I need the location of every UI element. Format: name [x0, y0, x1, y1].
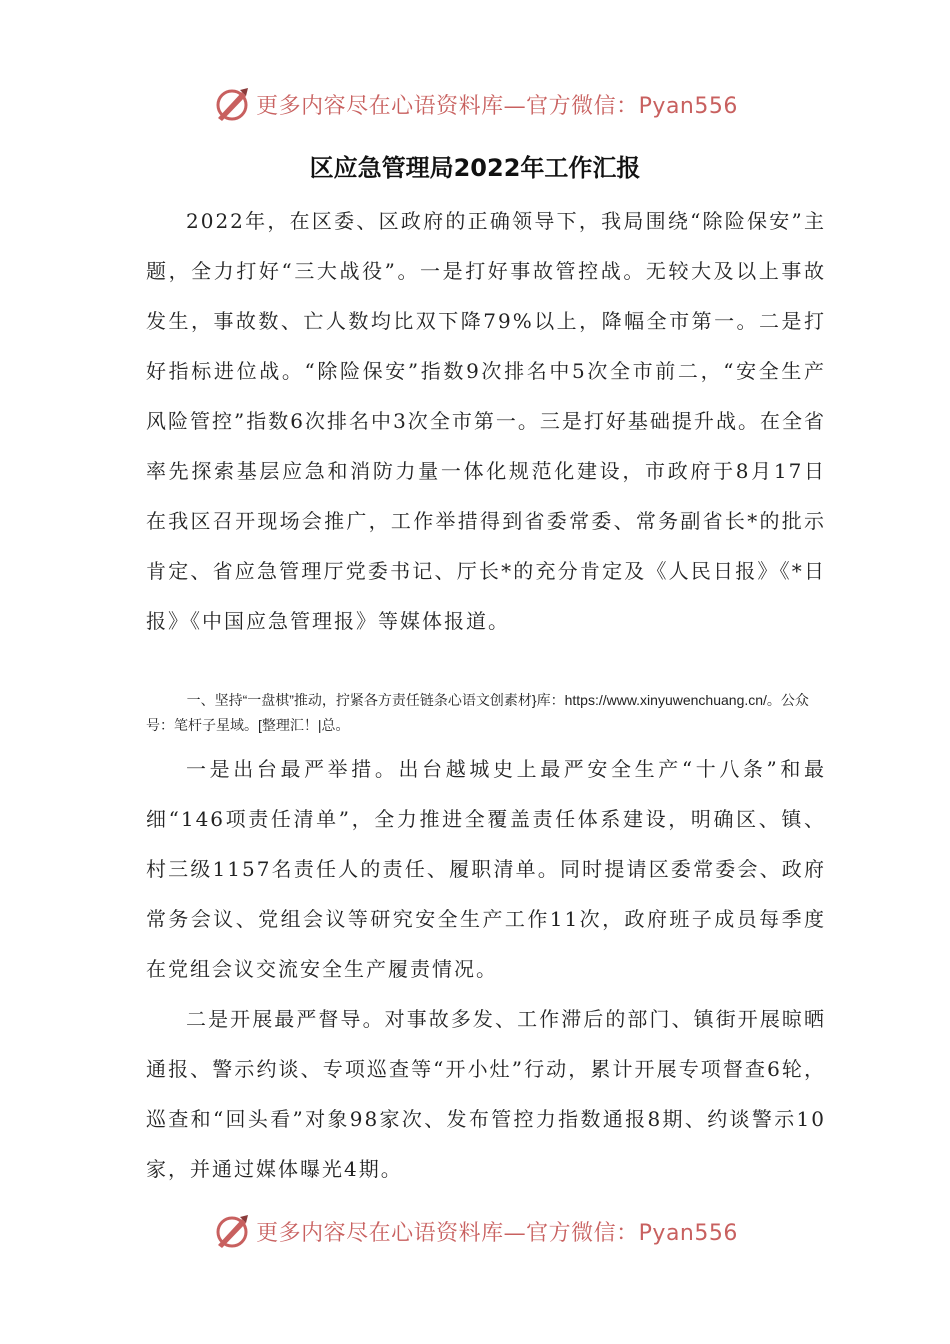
intro-paragraph	[146, 196, 826, 646]
paragraph-strict-supervision	[146, 994, 826, 1194]
footer-banner-text: 更多内容尽在心语资料库—官方微信：Pyan556	[256, 1220, 738, 1246]
paragraph-text: 二是开展最严督导。对事故多发、工作滞后的部门、镇街开展晾晒通报、警示约谈、专项巡查等“开小灶”行动，累计开展专项督查6轮，巡查和“回头看”对象98家次、发布管控力指数通报8期、约谈警示10家，并通过媒体曝光4期。	[146, 1007, 826, 1181]
header-banner	[0, 80, 950, 128]
paragraph-strict-measures	[146, 744, 826, 994]
pen-logo-icon	[212, 84, 252, 124]
paragraph-text: 一是出台最严举措。出台越城史上最严安全生产“十八条”和最细“146项责任清单”，全力推进全覆盖责任体系建设，明确区、镇、村三级1157名责任人的责任、履职清单。同时提请区委常委会、政府常务会议、党组会议等研究安全生产工作11次，政府班子成员每季度在党组会议交流安全生产履责情况。	[146, 757, 826, 981]
footer-banner	[0, 1207, 950, 1255]
paragraph-text: 2022年，在区委、区政府的正确领导下，我局围绕“除险保安”主题，全力打好“三大战役”。一是打好事故管控战。无较大及以上事故发生，事故数、亡人数均比双下降79%以上，降幅全市第一。二是打好指标进位战。“除险保安”指数9次排名中5次全市前二，“安全生产风险管控”指数6次排名中3次全市第一。三是打好基础提升战。在全省率先探索基层应急和消防力量一体化规范化建设，市政府于8月17日在我区召开现场会推广，工作举措得到省委常委、常务副省长*的批示肯定、省应急管理厅党委书记、厅长*的充分肯定及《人民日报》《*日报》《中国应急管理报》等媒体报道。	[146, 209, 826, 633]
document-title: 区应急管理局2022年工作汇报	[309, 154, 641, 182]
pen-logo-icon	[212, 1211, 252, 1251]
header-banner-text: 更多内容尽在心语资料库—官方微信：Pyan556	[256, 93, 738, 119]
section-heading-note: 一、坚持“一盘棋”推动，拧紧各方责任链条心语文创素材}库：https://www.xinyuwenchuang.cn/。公众号：笔杆子星域。[整理汇！|总。	[146, 692, 809, 733]
